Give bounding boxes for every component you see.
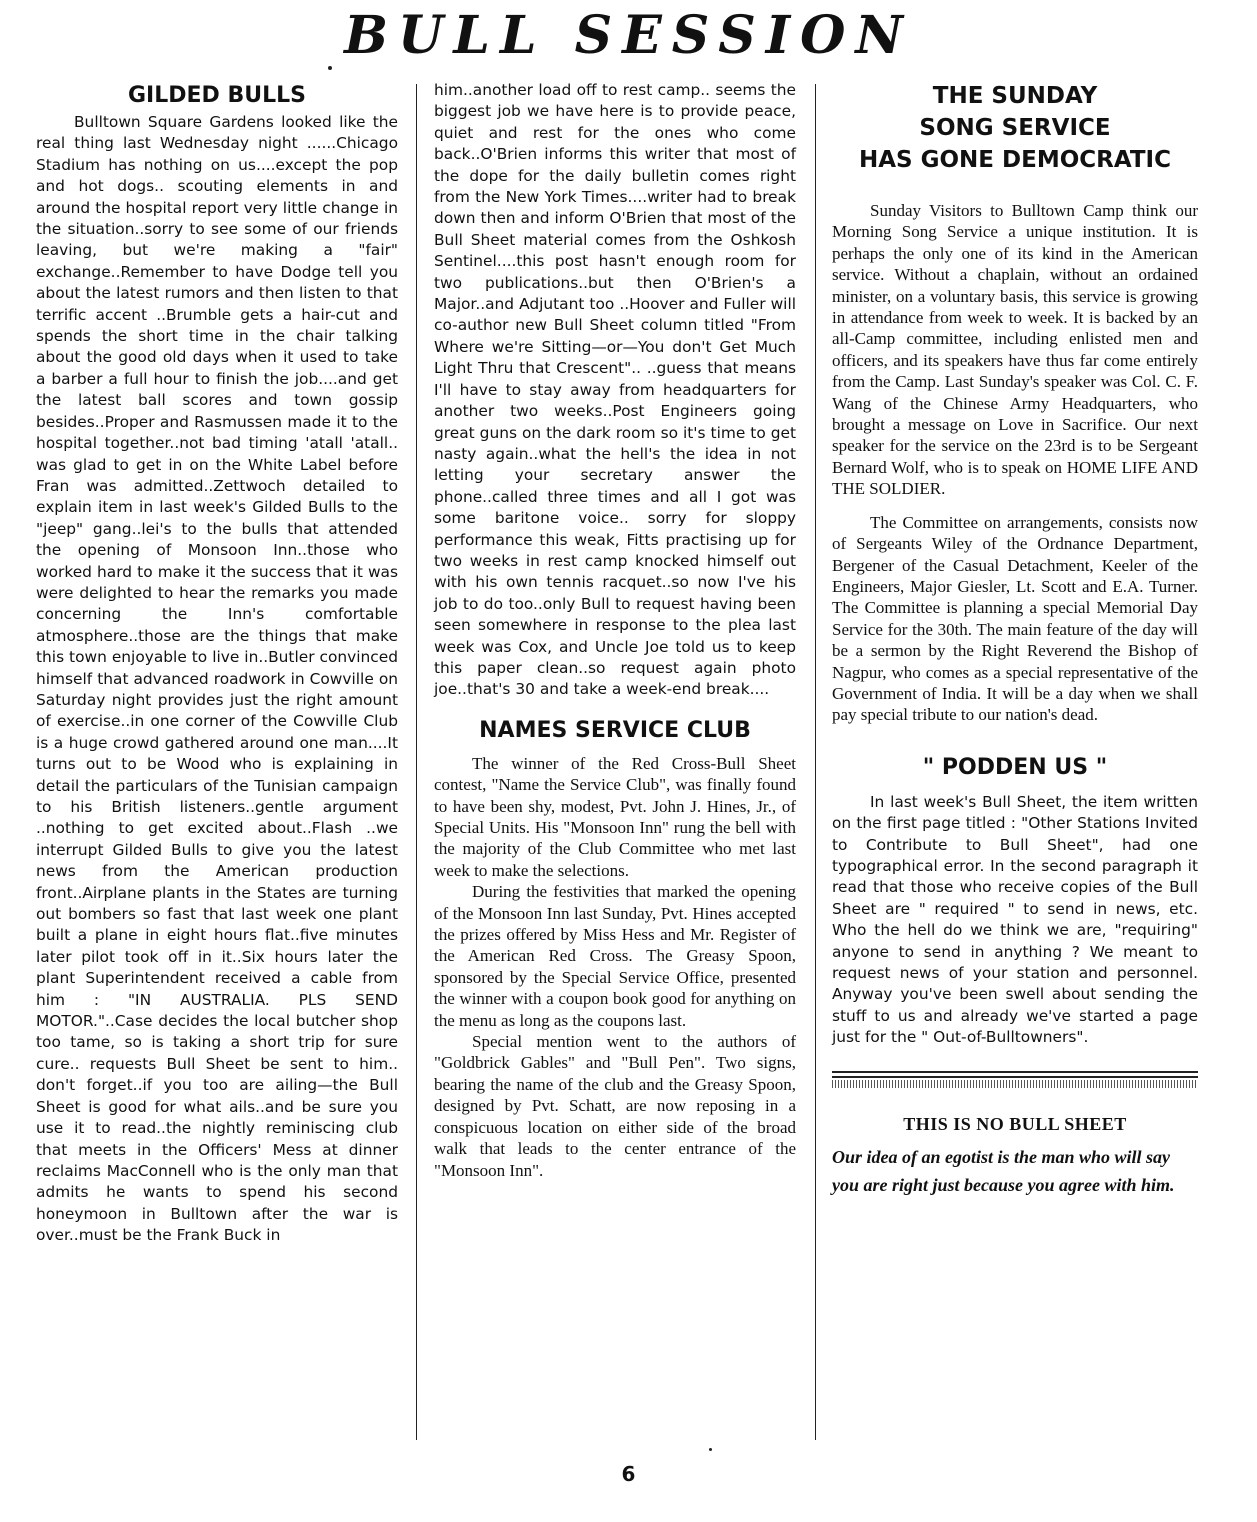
song-service-heading [832,80,1198,176]
podden-us-heading: " PODDEN US " [922,754,1108,780]
names-service-club-paragraph-3: Special mention went to the authors of "Goldbrick Gables" and "Bull Pen". Two signs, bearing the name of the club and the Greasy Spoon, designed by Pvt. Schatt, are now reposing in a conspicuous location on either side of the broad walk that leads to the center entrance of the "Monsoon Inn". [434,1032,796,1180]
song-service-heading-line-1: THE SUNDAY [932,83,1098,109]
column-middle [434,80,796,1181]
song-service-paragraph-2: The Committee on arrangements, consists now of Sergeants Wiley of the Ordnance Department, Bergener of the Casual Detachment, Keeler of the Engineers, Major Giesler, Lt. Scott and E.A. Turner. The Committee is planning a special Memorial Day Service for the 30th. The main feature of the day will be a sermon by the Right Reverend the Bishop of Nagpur, who comes as a special representative of the Government of India. It will be a day when we shall pay special tribute to our nation's dead. [832,512,1198,725]
song-service-heading-line-3: HAS GONE DEMOCRATIC [859,147,1171,173]
song-service-paragraph-1: Sunday Visitors to Bulltown Camp think our Morning Song Service a unique institution. It is perhaps the only one of its kind in the American service. Without a chaplain, without an ordained minister, on a voluntary basis, this service is growing in attendance from week to week. It is backed by an all-Camp committee, including enlisted men and officers, and its speakers have thus far come entirely from the Camp. Last Sunday's speaker was Col. C. F. Wang of the Chinese Army Headquarters, who brought a message on Love in Sacrifice. Our next speaker for the service on the 23rd is to be Sergeant Bernard Wolf, who is to speak on HOME LIFE AND THE SOLDIER. [832,201,1198,499]
no-bull-sheet-title: THIS IS NO BULL SHEET [903,1113,1127,1134]
no-bull-sheet-quote: Our idea of an egotist is the man who will say you are right just because you agree with him. [832,1146,1175,1195]
column-song-service [832,80,1198,1199]
gilded-bulls-continued: him..another load off to rest camp.. seems the biggest job we have here is to provide peace, quiet and rest for the ones who come back..O'Brien informs this writer that most of the dope for the daily bulletin comes right from the New York Times....writer had to break down then and inform O'Brien that most of the Bull Sheet material comes from the Oshkosh Sentinel....this post hasn't enough room for two publications..but then O'Brien's a Major..and Adjutant too ..Hoover and Fuller will co-author new Bull Sheet column titled "From Where we're Sitting—or—You don't Get Much Light Thru that Crescent".. ..guess that means I'll have to stay away from headquarters for another two weeks..Post Engineers going great guns on the dark room so it's time to get nasty again..what the hell's the idea in not letting your secretary answer the phone..called three times and all I got was some baritone voice.. sorry for sloppy performance this weak, Fitts practising up for two weeks in rest camp knocked himself out with his own tennis racquet..so now I've his job to do too..only Bull to request having been seen somewhere in response to the plea last week was Cox, and Uncle Joe told us to keep this paper clean..so request again photo joe..that's 30 and take a week-end break.... [434,81,796,699]
ink-dot [328,66,332,70]
names-service-club-paragraph-2: During the festivities that marked the opening of the Monsoon Inn last Sunday, Pvt. Hines accepted the prizes offered by Miss Hess and Mr. Register of the American Red Cross. The Greasy Spoon, sponsored by the Special Service Office, presented the winner with a coupon book good for anything on the menu as long as the coupons last. [434,882,796,1030]
podden-us-body: In last week's Bull Sheet, the item written on the first page titled : "Other Stations Invited to Contribute to Bull Sheet", had one typographical error. In the second paragraph it read that those who receive copies of the Bull Sheet are " required " to send in news, etc. Who the hell do we think we are, "requiring" anyone to send in anything ? We meant to request news of your station and personnel. Anyway you've been swell about sending the stuff to us and already we've started a page just for the " Out-of-Bulltowners". [832,792,1198,1047]
gilded-bulls-body: Bulltown Square Gardens looked like the real thing last Wednesday night ......Chicago Stadium has nothing on us....except the pop and hot dogs.. scouting elements in and around the hospital report very little change in the situation..sorry to see some of our friends leaving, but we're making a "fair" exchange..Remember to have Dodge tell you about the latest rumors and then listen to that terrific accent ..Brumble gets a hair-cut and spends the short time in the chair talking about the good old days when it used to take a barber a full hour to finish the job....and get the latest ball scores and town gossip besides..Proper and Rasmussen made it to the hospital together..not bad timing 'atall 'atall.. was glad to get in on the White Label before Fran was admitted..Zettwoch detailed to explain item in last week's Gilded Bulls to the "jeep" gang..lei's to the bulls that attended the opening of Monsoon Inn..those who worked hard to make it the success that it was were delighted to hear the remarks you made concerning the Inn's comfortable atmosphere..those are the things that make this town enjoyable to live in..Butler convinced himself that advanced roadwork in Cowville on Saturday night provides just the right amount of exercise..in one corner of the Cowville Club is a huge crowd gathered around one man....It turns out to be Wood who is explaining in detail the particulars of the Tunisian campaign to his British listeners..gentle argument ..nothing to get excited about..Flash ..we interrupt Gilded Bulls to give you the latest news from the American production front..Airplane plants in the States are turning out bombers so fast that last week one plant built a plane in eight hours flat..five minutes later pilot took off in it..Six hours later the plant Superintendent received a cable from him : "IN AUSTRALIA. PLS SEND MOTOR."..Case decides the local butcher shop too tame, so is taking a short trip for sure cure.. requests Bull Sheet be sent to him.. don't forget..if you too are ailing—the Bull Sheet is good for what ails..and be sure you use it to read..the nightly reminiscing club that meets in the Officers' Mess at dinner reclaims MacConnell who is the only man that admits he wants to spend his second honeymoon in Bulltown after the war is over..must be the Frank Buck in [36,113,398,1245]
masthead-title: BULL SESSION [344,5,913,66]
gilded-bulls-heading: GILDED BULLS [128,83,306,108]
column-gilded-bulls [36,80,398,1247]
section-divider-shading [832,1080,1198,1088]
names-service-club-heading: NAMES SERVICE CLUB [479,717,751,743]
names-service-club-paragraph-1: The winner of the Red Cross-Bull Sheet contest, "Name the Service Club", was finally found to have been shy, modest, Pvt. John J. Hines, Jr., of Special Units. His "Monsoon Inn" rung the bell with the majority of the Club Committee who met last week to make the selections. [434,753,796,880]
song-service-heading-line-2: SONG SERVICE [919,115,1111,141]
column-rule-left [416,84,417,1440]
page-number: 6 [621,1462,636,1486]
section-divider [832,1071,1198,1078]
column-rule-right [815,84,816,1440]
ink-dot [709,1448,712,1451]
